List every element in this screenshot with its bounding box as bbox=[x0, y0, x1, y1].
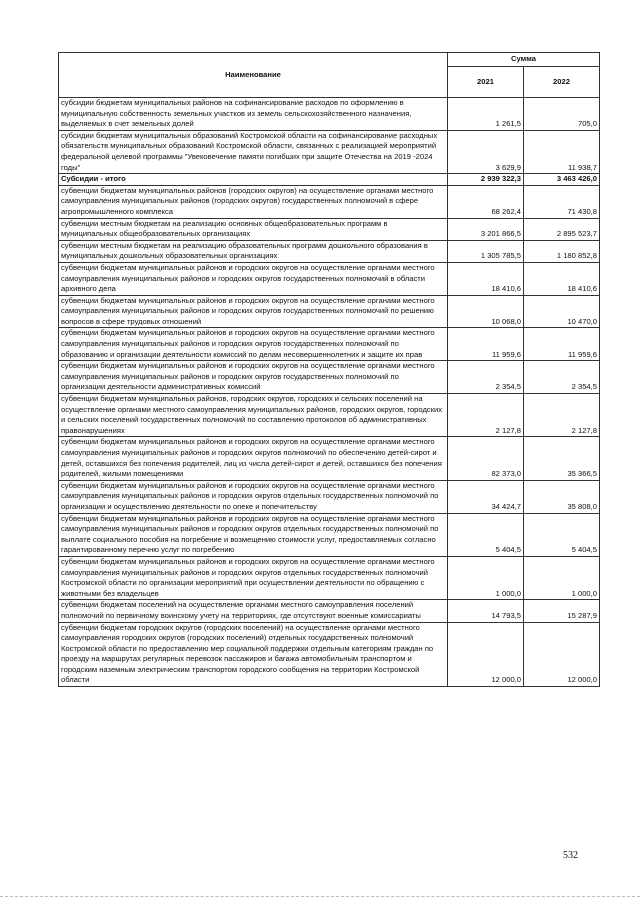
value-2022: 71 430,8 bbox=[524, 185, 600, 218]
table-row bbox=[59, 262, 600, 295]
value-2022: 10 470,0 bbox=[524, 295, 600, 328]
value-2021: 82 373,0 bbox=[448, 437, 524, 480]
value-2021: 34 424,7 bbox=[448, 480, 524, 513]
row-name: субвенции бюджетам городских округов (городских поселений) на осуществление органами местного самоуправления городских округов (городских поселений) отдельных государственных полномочий Костромской области по предоставлению мер социальной поддержки отдельным категориям граждан по проезду на маршрутах регулярных перевозок пассажиров и багажа автомобильным транспортом и городским наземным электрическим транспортом городского сообщения на территории Костромской области bbox=[59, 622, 448, 687]
budget-table bbox=[58, 52, 600, 687]
table-row bbox=[59, 130, 600, 173]
value-2021: 3 629,9 bbox=[448, 130, 524, 173]
row-name: субвенции бюджетам муниципальных районов и городских округов на осуществление органами местного самоуправления муниципальных районов и городских округов полномочий по обеспечению детей-сирот и детей, оставшихся без попечения родителей, лиц из числа детей-сирот и детей, оставшихся без попечения родителей, жилыми помещениями bbox=[59, 437, 448, 480]
table-row bbox=[59, 394, 600, 437]
value-2022: 1 180 852,8 bbox=[524, 240, 600, 262]
row-name: субвенции бюджетам муниципальных районов и городских округов на осуществление органами местного самоуправления муниципальных районов и городских округов отдельных государственных полномочий Костромской области по организации мероприятий при осуществлении деятельности по обращению с животными без владельцев bbox=[59, 556, 448, 599]
table-row bbox=[59, 98, 600, 131]
row-name: субвенции бюджетам муниципальных районов, городских округов, городских и сельских поселений на осуществление органами местного самоуправления муниципальных районов, городских округов, городских и сельских поселений государственных полномочий по составлению протоколов об административных правонарушениях bbox=[59, 394, 448, 437]
value-2021: 12 000,0 bbox=[448, 622, 524, 687]
row-name: субвенции бюджетам муниципальных районов и городских округов на осуществление органами местного самоуправления муниципальных районов и городских округов отдельных государственных полномочий по выплате социального пособия на погребение и возмещению стоимости услуг, предоставляемых согласно гарантированному перечню услуг по погребению bbox=[59, 513, 448, 556]
value-2021: 1 261,5 bbox=[448, 98, 524, 131]
row-name: субвенции бюджетам муниципальных районов (городских округов) на осуществление органами местного самоуправления муниципальных районов (городских округов) государственных полномочий в сфере агропромышленного комплекса bbox=[59, 185, 448, 218]
header-year-2021: 2021 bbox=[448, 67, 524, 98]
value-2021: 5 404,5 bbox=[448, 513, 524, 556]
value-2022: 2 354,5 bbox=[524, 361, 600, 394]
table-row bbox=[59, 480, 600, 513]
row-name: субвенции бюджетам муниципальных районов и городских округов на осуществление органами местного самоуправления муниципальных районов и городских округов государственных полномочий по образованию и организации деятельности комиссий по делам несовершеннолетних и защите их прав bbox=[59, 328, 448, 361]
table-row bbox=[59, 437, 600, 480]
table-row bbox=[59, 622, 600, 687]
scan-edge-line bbox=[0, 896, 640, 897]
value-2022: 15 287,9 bbox=[524, 600, 600, 622]
value-2021: 1 305 785,5 bbox=[448, 240, 524, 262]
row-name: субсидии бюджетам муниципальных образований Костромской области на софинансирование расходных обязательств муниципальных образований Костромской области, связанных с реализацией мероприятий федеральной целевой программы "Увековечение памяти погибших при защите Отечества на 2019 -2024 годы" bbox=[59, 130, 448, 173]
value-2022: 1 000,0 bbox=[524, 556, 600, 599]
value-2022: 2 895 523,7 bbox=[524, 218, 600, 240]
row-name: субвенции местным бюджетам на реализацию образовательных программ дошкольного образования в муниципальных дошкольных образовательных организациях bbox=[59, 240, 448, 262]
table-row bbox=[59, 240, 600, 262]
value-2022: 35 366,5 bbox=[524, 437, 600, 480]
table-row bbox=[59, 218, 600, 240]
header-sum: Сумма bbox=[448, 53, 600, 67]
row-name: субвенции местным бюджетам на реализацию основных общеобразовательных программ в муниципальных общеобразовательных организациях bbox=[59, 218, 448, 240]
value-2021: 68 262,4 bbox=[448, 185, 524, 218]
value-2021: 2 939 322,3 bbox=[448, 174, 524, 186]
value-2022: 2 127,8 bbox=[524, 394, 600, 437]
value-2021: 1 000,0 bbox=[448, 556, 524, 599]
table-row bbox=[59, 185, 600, 218]
row-name: субвенции бюджетам муниципальных районов и городских округов на осуществление органами местного самоуправления муниципальных районов и городских округов государственных полномочий в области архивного дела bbox=[59, 262, 448, 295]
table-row bbox=[59, 361, 600, 394]
value-2021: 2 127,8 bbox=[448, 394, 524, 437]
value-2022: 12 000,0 bbox=[524, 622, 600, 687]
header-year-2022: 2022 bbox=[524, 67, 600, 98]
row-name: субсидии бюджетам муниципальных районов на софинансирование расходов по оформлению в муниципальную собственность земельных участков из земель сельскохозяйственного назначения, выделяемых в счет земельных долей bbox=[59, 98, 448, 131]
value-2021: 2 354,5 bbox=[448, 361, 524, 394]
table-row bbox=[59, 600, 600, 622]
value-2021: 3 201 866,5 bbox=[448, 218, 524, 240]
page-number: 532 bbox=[563, 850, 578, 861]
row-name: субвенции бюджетам поселений на осуществление органами местного самоуправления поселений полномочий по первичному воинскому учету на территориях, где отсутствуют военные комиссариаты bbox=[59, 600, 448, 622]
table-row bbox=[59, 513, 600, 556]
value-2022: 18 410,6 bbox=[524, 262, 600, 295]
value-2021: 18 410,6 bbox=[448, 262, 524, 295]
value-2021: 11 959,6 bbox=[448, 328, 524, 361]
row-name: субвенции бюджетам муниципальных районов и городских округов на осуществление органами местного самоуправления муниципальных районов и городских округов государственных полномочий по решению вопросов в сфере трудовых отношений bbox=[59, 295, 448, 328]
row-name: субвенции бюджетам муниципальных районов и городских округов на осуществление органами местного самоуправления муниципальных районов и городских округов отдельных государственных полномочий по организации и осуществлению деятельности по опеке и попечительству bbox=[59, 480, 448, 513]
value-2021: 10 068,0 bbox=[448, 295, 524, 328]
total-row bbox=[59, 174, 600, 186]
value-2022: 11 938,7 bbox=[524, 130, 600, 173]
value-2022: 3 463 426,0 bbox=[524, 174, 600, 186]
row-name: Субсидии - итого bbox=[59, 174, 448, 186]
value-2022: 705,0 bbox=[524, 98, 600, 131]
value-2021: 14 793,5 bbox=[448, 600, 524, 622]
value-2022: 11 959,6 bbox=[524, 328, 600, 361]
row-name: субвенции бюджетам муниципальных районов и городских округов на осуществление органами местного самоуправления муниципальных районов и городских округов государственных полномочий по организации деятельности административных комиссий bbox=[59, 361, 448, 394]
table-row bbox=[59, 556, 600, 599]
value-2022: 35 808,0 bbox=[524, 480, 600, 513]
header-name: Наименование bbox=[59, 53, 448, 98]
table-row bbox=[59, 328, 600, 361]
value-2022: 5 404,5 bbox=[524, 513, 600, 556]
table-body bbox=[59, 98, 600, 687]
table-row bbox=[59, 295, 600, 328]
